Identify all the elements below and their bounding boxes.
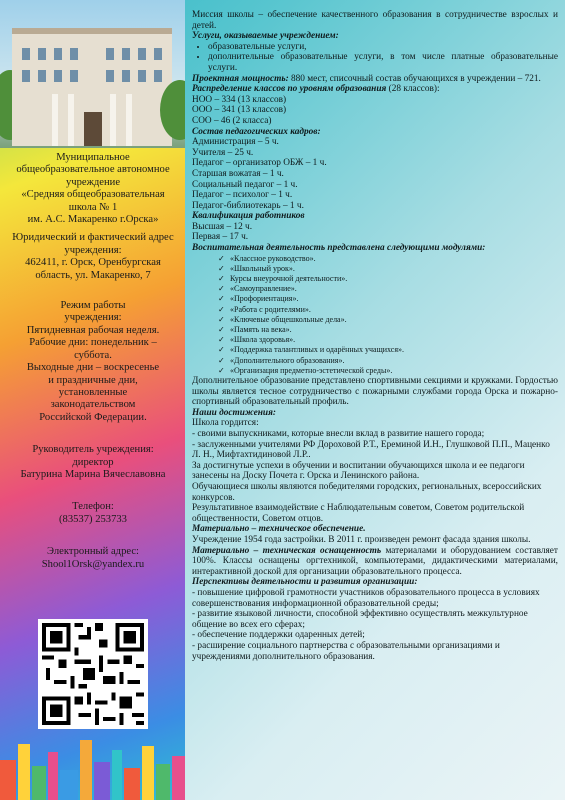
material-text: Учреждение 1954 года застройки. В 2011 г. произведен ремонт фасада здания школы. [192,535,531,545]
achievement-item: Результативное взаимодействие с Наблюдательным советом, Советом родительской общественности, Советом отцов. [192,503,525,524]
list-item: ✓ «Работа с родителями». [218,305,558,315]
classes-heading: Распределение классов по уровням образования [192,84,387,95]
perspective-item: - повышение цифровой грамотности участников образовательного процесса в условиях совершенствования информационной образовательной среды; [192,587,540,609]
list-item: ✓ «Ключевые общешкольные дела». [218,315,558,325]
achievement-item: - заслуженными учителями РФ Дороховой Р.Т., Ереминой И.Н., Глушковой П.П., Маценко Л. Н., Мифтахтидиновой Л.Р.. [192,439,550,461]
capacity-text: 880 мест, списочный состав обучающихся в учреждении – 721. [288,73,541,84]
list-item: СОО – 46 (2 класса) [192,115,272,126]
list-item: Социальный педагог – 1 ч. [192,179,298,190]
achievement-item: Обучающиеся школы являются победителями городских, региональных, всероссийских конкурсов. [192,482,542,503]
equipment-text: материалами и оборудованием составляет 100%. Классы оснащены оргтехникой, компьютерами, дидактическими материалами, интерактивной доской для организации образовательного процесса. [192,545,558,577]
city-skyline-decoration [0,730,185,800]
list-item: Высшая – 12 ч. [192,221,253,232]
email: Электронный адрес: Shool1Orsk@yandex.ru [41,546,145,570]
qualification-heading: Квалификация работников [192,211,305,222]
contact-info [4,152,182,582]
list-item: ✓ «Память на века». [218,325,558,335]
phone: Телефон: (83537) 253733 [59,501,127,525]
entrance-door [84,112,102,146]
qr-code[interactable] [38,619,148,729]
list-item: Педагог-библиотекарь – 1 ч. [192,200,304,211]
services-heading: Услуги, оказываемые учреждением: [192,31,339,42]
address: Юридический и фактический адрес учреждения: 462411, г. Орск, Оренбургская область, ул. Макаренко, 7 [12,232,174,281]
classes-heading-line [192,84,558,95]
list-item: ✓ «Школа здоровья». [218,335,558,345]
capacity-label: Проектная мощность: [192,73,289,84]
work-schedule: Режим работы учреждения: Пятидневная рабочая неделя. Рабочие дни: понедельник – суббота. Выходные дни – воскресенье и праздничные дни, установленные законодательством Российской Федерации. [26,300,160,423]
achievement-item: - своими выпускниками, которые внесли вклад в развитие нашего города; [192,429,485,440]
mission-text: Миссия школы – обеспечение качественного образования в сотрудничестве взрослых и детей. [192,10,558,31]
list-item: Педагог – организатор ОБЖ – 1 ч. [192,158,327,169]
list-item: Администрация – 5 ч. [192,137,279,148]
list-item: ✓ «Школьный урок». [218,264,558,274]
list-item: ✓ «Классное руководство». [218,254,558,264]
perspective-item: - обеспечение поддержки одаренных детей; [192,630,365,641]
list-item: Старшая вожатая – 1 ч. [192,168,284,179]
equipment-label: Материально – техническая оснащенность [192,545,382,556]
staff-heading: Состав педагогических кадров: [192,126,321,137]
modules-list [192,254,558,376]
list-item: ✓ «Профориентация». [218,294,558,304]
achievements-heading: Наши достижения: [192,407,276,418]
equipment-paragraph [192,546,558,578]
list-item: Первая – 17 ч. [192,232,249,243]
list-item: ✓ «Самоуправление». [218,284,558,294]
list-item: ✓ «Дополнительного образования». [218,356,558,366]
director: Руководитель учреждения: директор Батурина Марина Вячеславовна [20,444,166,480]
extra-education-text: Дополнительное образование представлено спортивными секциями и кружками. Гордостью школы является тесное сотрудничество с пожарными службами города Орска и пожарно-спортивный образовательный профиль. [192,376,558,408]
qr-code-icon [42,623,144,725]
list-item: ✓ «Поддержка талантливых и одарённых учащихся». [218,345,558,355]
list-item: • образовательные услуги, [208,42,558,53]
building-facade [12,28,172,146]
services-list [192,42,558,74]
list-item: ✓ Курсы внеурочной деятельности». [218,274,558,284]
classes-heading-tail: (28 классов): [386,84,440,95]
list-item: Педагог – психолог – 1 ч. [192,190,293,201]
perspective-item: - расширение социального партнерства с образовательными организациями и учреждениями дополнительного образования. [192,640,500,662]
list-item: НОО – 334 (13 классов) [192,94,287,105]
achievements-intro: Школа гордится: [192,418,259,429]
modules-heading: Воспитательная деятельность представлена следующими модулями: [192,243,486,254]
perspective-item: - развитие языковой личности, способной эффективно осуществлять межкультурное общение во всех его сферах; [192,609,528,630]
list-item: ✓ «Организация предметно-эстетической среды». [218,366,558,376]
list-item: • дополнительные образовательные услуги, в том числе платные образовательные услуги. [208,52,558,73]
capacity-paragraph [192,74,558,85]
perspectives-heading: Перспективы деятельности и развития организации: [192,577,418,588]
school-building-photo [0,0,185,148]
material-heading: Материально – техническое обеспечение. [192,524,366,535]
left-panel [0,0,185,800]
school-name: Муниципальное общеобразовательное автономное учреждение «Средняя общеобразовательная школа № 1 им. А.С. Макаренко г.Орска» [16,152,170,226]
list-item: ООО – 341 (13 классов) [192,105,287,116]
right-column [192,10,558,662]
list-item: Учителя – 25 ч. [192,147,254,158]
achievement-item: За достигнутые успехи в обучении и воспитании обучающихся школа и ее педагоги занесены на Доску Почета г. Орска и Ленинского района. [192,460,525,482]
